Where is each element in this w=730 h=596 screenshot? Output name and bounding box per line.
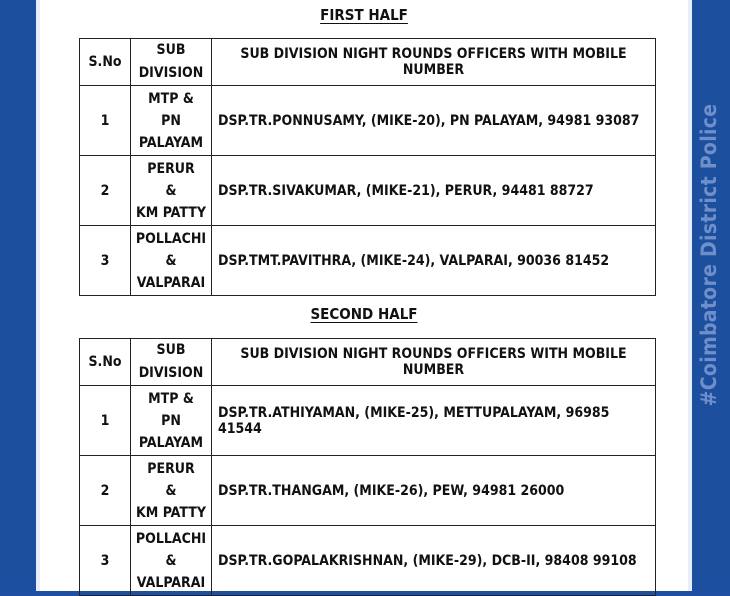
row-sno: 3 xyxy=(80,226,131,296)
document-page xyxy=(40,0,688,591)
table-row xyxy=(80,456,656,526)
watermark-text: #Coimbatore District Police xyxy=(697,103,721,407)
row-division: PERUR & KM PATTY xyxy=(131,456,212,526)
table-header-row xyxy=(80,339,656,386)
table-row xyxy=(80,386,656,456)
table-header-row xyxy=(80,39,656,86)
row-sno: 1 xyxy=(80,86,131,156)
header-officers: SUB DIVISION NIGHT ROUNDS OFFICERS WITH MOBILE NUMBER xyxy=(212,39,656,86)
row-officer: DSP.TMT.PAVITHRA, (MIKE-24), VALPARAI, 90036 81452 xyxy=(212,226,656,296)
header-division: SUB DIVISION xyxy=(131,339,212,386)
table-row xyxy=(80,86,656,156)
first-half-table xyxy=(79,38,656,296)
first-half-title: FIRST HALF xyxy=(320,6,408,24)
second-half-title: SECOND HALF xyxy=(310,305,418,323)
row-officer: DSP.TR.GOPALAKRISHNAN, (MIKE-29), DCB-II, 98408 99108 xyxy=(212,526,656,596)
row-division: POLLACHI & VALPARAI xyxy=(131,526,212,596)
row-sno: 1 xyxy=(80,386,131,456)
table-row xyxy=(80,526,656,596)
table-row xyxy=(80,156,656,226)
header-officers: SUB DIVISION NIGHT ROUNDS OFFICERS WITH MOBILE NUMBER xyxy=(212,339,656,386)
header-sno: S.No xyxy=(80,39,131,86)
row-officer: DSP.TR.ATHIYAMAN, (MIKE-25), METTUPALAYAM, 96985 41544 xyxy=(212,386,656,456)
row-officer: DSP.TR.THANGAM, (MIKE-26), PEW, 94981 26000 xyxy=(212,456,656,526)
row-officer: DSP.TR.PONNUSAMY, (MIKE-20), PN PALAYAM, 94981 93087 xyxy=(212,86,656,156)
header-sno: S.No xyxy=(80,339,131,386)
row-division: POLLACHI & VALPARAI xyxy=(131,226,212,296)
row-sno: 3 xyxy=(80,526,131,596)
row-sno: 2 xyxy=(80,456,131,526)
row-division: MTP & PN PALAYAM xyxy=(131,86,212,156)
row-division: PERUR & KM PATTY xyxy=(131,156,212,226)
row-officer: DSP.TR.SIVAKUMAR, (MIKE-21), PERUR, 94481 88727 xyxy=(212,156,656,226)
second-half-table xyxy=(79,338,656,596)
table-row xyxy=(80,226,656,296)
left-border xyxy=(0,0,40,591)
header-division: SUB DIVISION xyxy=(131,39,212,86)
row-division: MTP & PN PALAYAM xyxy=(131,386,212,456)
row-sno: 2 xyxy=(80,156,131,226)
